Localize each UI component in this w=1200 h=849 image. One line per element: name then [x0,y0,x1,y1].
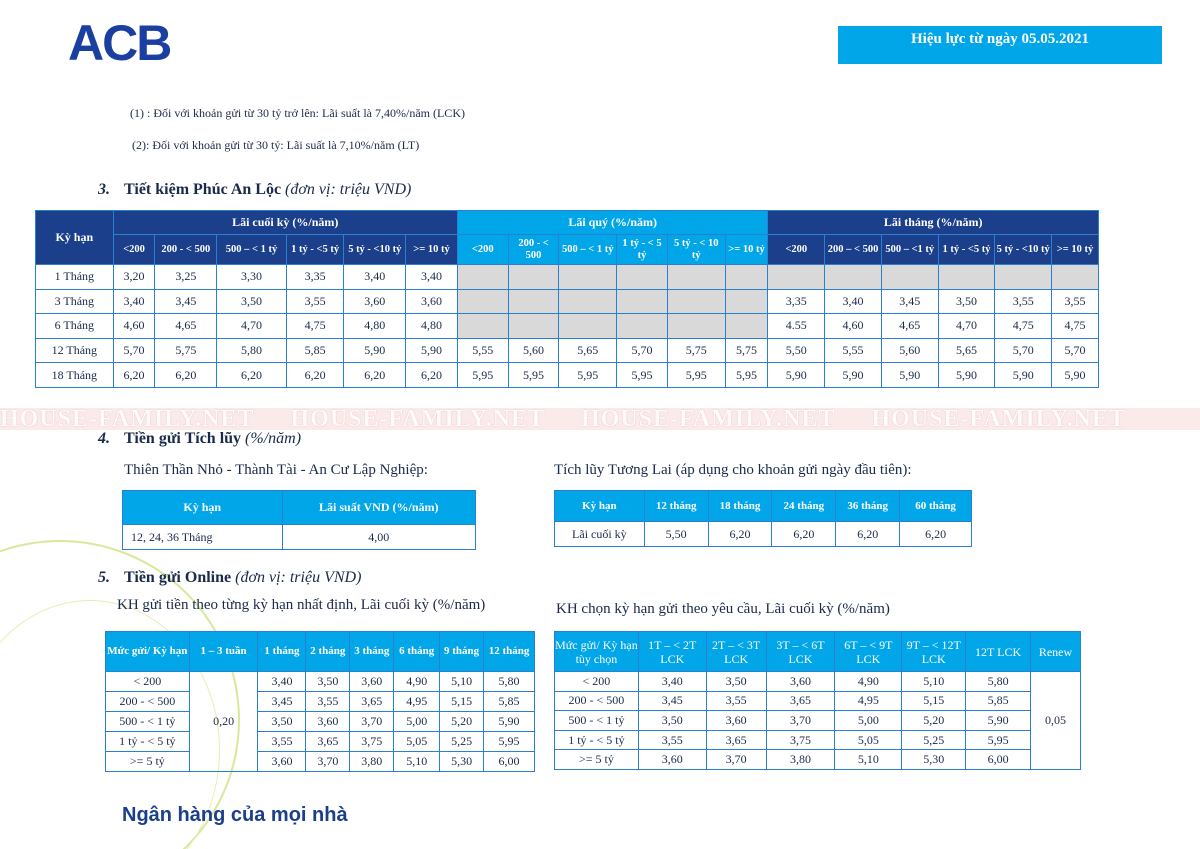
rate-cell: 3,40 [344,265,406,290]
acb-logo: ACB [68,15,171,71]
rate-cell: 3,55 [1052,289,1099,314]
rate-cell: 5,30 [440,752,484,772]
online-left-subtitle: KH gửi tiền theo từng kỳ hạn nhất định, Lãi cuối kỳ (%/năm) [117,597,486,613]
rate-cell: 5,95 [725,363,768,388]
rate-cell: 4,95 [394,692,440,712]
rate-cell: 3,45 [881,289,938,314]
table-header: 1 tháng [258,632,306,672]
rate-cell [667,314,725,339]
table-row [106,732,535,752]
table-row [36,314,1099,339]
table-row [555,711,1081,731]
group-header-quarterly: Lãi quý (%/năm) [457,211,768,235]
rate-cell: 6,20 [344,363,406,388]
table-header: Kỳ hạn [123,491,283,525]
rate-cell: 5,10 [835,750,902,770]
rate-cell: 5,25 [440,732,484,752]
rate-cell: 5,95 [508,363,559,388]
merged-renew-cell: 0,05 [1031,672,1081,770]
tich-luy-right-subtitle: Tích lũy Tương Lai (áp dụng cho khoản gửi ngày đầu tiên): [554,462,912,478]
rate-cell: 5,90 [484,712,535,732]
rate-cell: 5,25 [902,730,966,750]
rate-cell: 4,75 [286,314,344,339]
table-header: Renew [1031,632,1081,672]
rate-cell: 3,60 [306,712,350,732]
rate-cell: 5,90 [995,363,1052,388]
group-header-end-term: Lãi cuối kỳ (%/năm) [113,211,457,235]
rate-cell: 3,50 [706,672,766,692]
rate-cell: 4,70 [217,314,287,339]
rate-cell: 5,95 [484,732,535,752]
rate-cell: 3,40 [825,289,882,314]
rate-cell: 3,70 [350,712,394,732]
rate-cell: 3,50 [258,712,306,732]
rate-cell: 6,20 [286,363,344,388]
rate-cell [559,265,617,290]
rate-cell: 3,80 [766,750,835,770]
rate-cell: 6,20 [113,363,155,388]
rate-cell [938,265,995,290]
tier-header: 500 – < 1 tỷ [217,235,287,265]
rate-cell: 3,65 [706,730,766,750]
table-cell: 6,20 [836,522,900,547]
rate-cell: 3,20 [113,265,155,290]
table-header: Kỳ hạn [555,491,645,522]
tier-header: 5 tỷ - <10 tỷ [344,235,406,265]
rate-cell: 5,00 [394,712,440,732]
rate-cell [457,289,508,314]
rate-cell [1052,265,1099,290]
tier-header: 200 - < 500 [508,235,559,265]
rate-cell: 5,90 [966,711,1031,731]
table-row [106,712,535,732]
table-row [555,730,1081,750]
table-row [106,692,535,712]
tier-cell: >= 5 tỷ [106,752,190,772]
tier-cell: >= 5 tỷ [555,750,639,770]
rate-cell: 3,55 [258,732,306,752]
phuc-an-loc-rate-table [35,210,1099,388]
rate-cell: 3,55 [995,289,1052,314]
rate-cell: 5,15 [440,692,484,712]
rate-cell: 5,60 [881,338,938,363]
effective-date-banner: Hiệu lực từ ngày 05.05.2021 [838,26,1162,64]
rate-cell: 3,50 [306,672,350,692]
table-header: 9 tháng [440,632,484,672]
rate-cell: 3,35 [768,289,825,314]
rate-cell: 3,40 [258,672,306,692]
rate-cell: 3,60 [258,752,306,772]
rate-cell [617,289,668,314]
section-number: 5. [98,569,110,586]
rate-cell: 5,20 [440,712,484,732]
rate-cell: 3,40 [406,265,458,290]
tier-header: >= 10 tỷ [1052,235,1099,265]
rate-cell [667,289,725,314]
online-flexible-term-table [554,631,1081,770]
rate-cell: 4,75 [995,314,1052,339]
rate-cell: 4,75 [1052,314,1099,339]
rate-cell [457,265,508,290]
rate-cell: 4,65 [155,314,217,339]
rate-cell: 3,80 [350,752,394,772]
watermark-text: HOUSE-FAMILY.NET [871,408,1126,430]
table-row [106,752,535,772]
tier-cell: 200 - < 500 [106,692,190,712]
tier-header: 500 – <1 tỷ [881,235,938,265]
tier-header: >= 10 tỷ [406,235,458,265]
rate-cell [725,314,768,339]
rate-cell: 5,90 [825,363,882,388]
rate-cell: 3,65 [350,692,394,712]
rate-cell: 3,65 [306,732,350,752]
rate-cell: 5,00 [835,711,902,731]
rate-cell: 5,65 [938,338,995,363]
rate-cell: 3,60 [706,711,766,731]
tier-header: 1 tỷ - <5 tỷ [938,235,995,265]
merged-rate-cell: 0,20 [189,672,258,772]
tier-header: <200 [457,235,508,265]
table-header: Lãi suất VND (%/năm) [282,491,475,525]
rate-cell: 3,50 [938,289,995,314]
tich-luy-left-subtitle: Thiên Thần Nhỏ - Thành Tài - An Cư Lập Nghiệp: [124,462,428,478]
table-header: 3 tháng [350,632,394,672]
rate-cell: 5,70 [617,338,668,363]
rate-cell [995,265,1052,290]
table-cell: 6,20 [900,522,972,547]
rate-cell: 3,40 [113,289,155,314]
section-4-title [98,430,301,448]
rate-cell: 5,75 [667,338,725,363]
rate-cell: 6,00 [966,750,1031,770]
rate-cell: 5,75 [155,338,217,363]
watermark-text: HOUSE-FAMILY.NET [290,408,545,430]
table-header: 36 tháng [836,491,900,522]
rate-cell: 5,90 [406,338,458,363]
rate-cell: 5,90 [881,363,938,388]
rate-cell [457,314,508,339]
rate-cell: 5,50 [768,338,825,363]
rate-cell: 4,95 [835,691,902,711]
rate-cell: 5,65 [559,338,617,363]
rate-cell: 5,95 [667,363,725,388]
rate-cell: 5,95 [457,363,508,388]
rate-cell: 3,25 [155,265,217,290]
rate-cell: 5,95 [617,363,668,388]
term-cell: 12 Tháng [36,338,114,363]
table-cell: 5,50 [644,522,708,547]
rate-cell: 6,20 [406,363,458,388]
table-header: Mức gửi/ Kỳ hạn [106,632,190,672]
rate-cell: 5,55 [825,338,882,363]
section-5-title [98,569,361,587]
watermark-text: HOUSE-FAMILY.NET [581,408,836,430]
rate-cell: 5,80 [217,338,287,363]
rate-cell: 3,55 [638,730,706,750]
tier-cell: 500 - < 1 tỷ [555,711,639,731]
rate-cell [508,314,559,339]
section-unit: (đơn vị: triệu VND) [285,181,412,198]
rate-cell: 5,95 [559,363,617,388]
table-header: 2T – < 3T LCK [706,632,766,672]
rate-cell: 4,65 [881,314,938,339]
note-2: (2): Đối với khoản gửi từ 30 tỷ: Lãi suất là 7,10%/năm (LT) [132,138,420,152]
rate-cell: 6,20 [217,363,287,388]
table-header: 2 tháng [306,632,350,672]
table-row [36,289,1099,314]
term-cell: 1 Tháng [36,265,114,290]
rate-cell: 3,75 [766,730,835,750]
tier-header: 1 tỷ - < 5 tỷ [617,235,668,265]
table-cell: 6,20 [772,522,836,547]
table-header: 12T LCK [966,632,1031,672]
section-unit: (đơn vị: triệu VND) [235,569,362,586]
table-row [555,522,972,547]
rate-cell: 3,60 [766,672,835,692]
note-1: (1) : Đối với khoản gửi từ 30 tỷ trở lên: Lãi suất là 7,40%/năm (LCK) [130,106,465,120]
rate-cell: 3,55 [306,692,350,712]
rate-cell [881,265,938,290]
table-row [555,750,1081,770]
rate-cell: 5,55 [457,338,508,363]
rate-cell [725,289,768,314]
rate-cell: 3,70 [306,752,350,772]
table-header: 60 tháng [900,491,972,522]
rate-cell: 6,00 [484,752,535,772]
table-row [36,363,1099,388]
online-right-subtitle: KH chọn kỳ hạn gửi theo yêu cầu, Lãi cuối kỳ (%/năm) [556,601,890,617]
rate-cell: 3,65 [766,691,835,711]
rate-cell: 4,70 [938,314,995,339]
rate-cell: 4,80 [344,314,406,339]
section-title-text: Tiết kiệm Phúc An Lộc [124,181,282,198]
term-cell: 3 Tháng [36,289,114,314]
rate-cell: 5,05 [394,732,440,752]
rate-cell [768,265,825,290]
rate-cell: 5,85 [484,692,535,712]
tier-cell: < 200 [555,672,639,692]
rate-cell: 3,70 [766,711,835,731]
rate-cell: 5,95 [966,730,1031,750]
tier-header: <200 [113,235,155,265]
rate-cell: 3,60 [350,672,394,692]
rate-cell: 5,90 [938,363,995,388]
section-3-title [98,181,411,199]
rate-cell [617,265,668,290]
rate-cell: 3,45 [155,289,217,314]
tier-cell: 200 - < 500 [555,691,639,711]
table-row [555,691,1081,711]
rate-cell: 5,80 [966,672,1031,692]
rate-cell: 3,60 [344,289,406,314]
tier-header: 500 – < 1 tỷ [559,235,617,265]
tich-luy-tuong-lai-table [554,490,972,547]
table-header: 12 tháng [484,632,535,672]
tier-cell: 500 - < 1 tỷ [106,712,190,732]
tier-cell: < 200 [106,672,190,692]
table-cell: Lãi cuối kỳ [555,522,645,547]
table-cell: 4,00 [282,525,475,550]
online-fixed-term-table [105,631,535,772]
section-unit: (%/năm) [245,430,302,447]
rate-cell: 3,40 [638,672,706,692]
tier-header: 200 – < 500 [825,235,882,265]
tier-cell: 1 tỷ - < 5 tỷ [555,730,639,750]
term-cell: 18 Tháng [36,363,114,388]
rate-cell [508,289,559,314]
table-header: 18 tháng [708,491,772,522]
rate-cell: 4,90 [394,672,440,692]
term-header: Kỳ hạn [36,211,114,265]
tier-header: <200 [768,235,825,265]
rate-cell: 5,20 [902,711,966,731]
rate-cell: 5,60 [508,338,559,363]
table-header: 6 tháng [394,632,440,672]
rate-cell [559,289,617,314]
rate-cell: 4,90 [835,672,902,692]
table-row [555,672,1081,692]
tier-header: >= 10 tỷ [725,235,768,265]
section-title-text: Tiền gửi Online [124,569,232,586]
rate-cell: 3,55 [286,289,344,314]
rate-cell: 4,60 [113,314,155,339]
rate-cell: 3,45 [638,691,706,711]
rate-cell: 5,90 [1052,363,1099,388]
rate-cell: 5,05 [835,730,902,750]
tier-header: 5 tỷ - < 10 tỷ [667,235,725,265]
tich-luy-left-table [122,490,476,550]
table-header: 12 tháng [644,491,708,522]
rate-cell: 4,60 [825,314,882,339]
rate-cell: 5,85 [966,691,1031,711]
rate-cell: 5,80 [484,672,535,692]
table-row [36,338,1099,363]
rate-cell: 3,55 [706,691,766,711]
rate-cell: 5,75 [725,338,768,363]
table-header: 1T – < 2T LCK [638,632,706,672]
rate-cell [617,314,668,339]
table-header: 24 tháng [772,491,836,522]
rate-cell: 5,70 [113,338,155,363]
rate-cell: 3,75 [350,732,394,752]
rate-cell: 3,30 [217,265,287,290]
group-header-monthly: Lãi tháng (%/năm) [768,211,1099,235]
rate-cell [725,265,768,290]
table-header: 1 – 3 tuần [189,632,258,672]
term-cell: 6 Tháng [36,314,114,339]
rate-cell [825,265,882,290]
watermark-text: HOUSE-FAMILY.NET [0,408,255,430]
rate-cell [508,265,559,290]
rate-cell: 3,50 [217,289,287,314]
rate-cell: 5,90 [344,338,406,363]
rate-cell: 5,10 [394,752,440,772]
table-header: 9T – < 12T LCK [902,632,966,672]
rate-cell: 4,80 [406,314,458,339]
rate-cell: 5,30 [902,750,966,770]
section-number: 4. [98,430,110,447]
table-cell: 6,20 [708,522,772,547]
rate-cell: 5,90 [768,363,825,388]
table-header: 6T – < 9T LCK [835,632,902,672]
rate-cell: 5,70 [995,338,1052,363]
tier-header: 200 - < 500 [155,235,217,265]
tier-header: 5 tỷ - <10 tỷ [995,235,1052,265]
table-header: Mức gửi/ Kỳ hạn tùy chọn [555,632,639,672]
tier-header: 1 tỷ - <5 tỷ [286,235,344,265]
rate-cell: 6,20 [155,363,217,388]
table-header: 3T – < 6T LCK [766,632,835,672]
rate-cell: 3,60 [406,289,458,314]
bank-slogan: Ngân hàng của mọi nhà [122,804,348,826]
tier-cell: 1 tỷ - < 5 tỷ [106,732,190,752]
table-cell: 12, 24, 36 Tháng [123,525,283,550]
rate-cell: 3,50 [638,711,706,731]
table-row [36,265,1099,290]
section-number: 3. [98,181,110,198]
table-row [106,672,535,692]
rate-cell [559,314,617,339]
rate-cell: 3,35 [286,265,344,290]
rate-cell: 5,85 [286,338,344,363]
rate-cell: 5,10 [902,672,966,692]
rate-cell: 3,60 [638,750,706,770]
section-title-text: Tiền gửi Tích lũy [124,430,242,447]
rate-cell: 4.55 [768,314,825,339]
table-row [123,525,476,550]
rate-cell: 5,70 [1052,338,1099,363]
rate-cell: 3,70 [706,750,766,770]
rate-cell: 5,15 [902,691,966,711]
rate-cell: 3,45 [258,692,306,712]
watermark-band [0,408,1200,430]
rate-cell [667,265,725,290]
rate-cell: 5,10 [440,672,484,692]
